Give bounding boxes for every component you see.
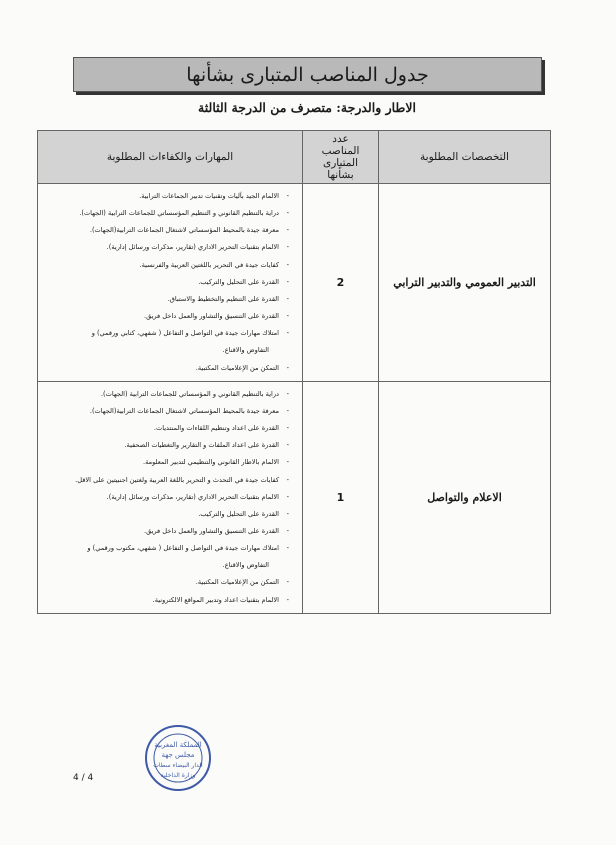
page-number: 4 / 4: [73, 773, 94, 783]
skill-item: - التمكن من الإعلاميات المكتبية.: [45, 574, 289, 591]
positions-table: [37, 130, 551, 614]
document-title-box: [73, 57, 542, 92]
table-row: [38, 381, 551, 613]
skill-item: - كفايات جيدة في التحرير باللغتين العربية والفرنسية.: [45, 257, 289, 274]
skill-item: - القدرة على التحليل والتركيب.: [45, 274, 289, 291]
skill-item: - الالمام بتقنيات اعداد وتدبير المواقع الالكترونية.: [45, 592, 289, 609]
skill-item: - القدرة على التحليل والتركيب.: [45, 506, 289, 523]
skill-item: - التمكن من الإعلاميات المكتبية.: [45, 360, 289, 377]
specialty-cell: التدبير العمومي والتدبير الترابي: [379, 184, 551, 382]
grade-subtitle: الاطار والدرجة: متصرف من الدرجة الثالثة: [198, 100, 416, 115]
skill-item: - الالمام بتقنيات التحرير الاداري (تقارير، مذكرات ورسائل إدارية).: [45, 489, 289, 506]
specialty-cell: الاعلام والتواصل: [379, 381, 551, 613]
skill-item: التفاوض والاقناع.: [222, 561, 269, 570]
header-count: عدد المناصب المتبارى بشأنها: [303, 131, 379, 184]
skill-item: - القدرة على اعداد وتنظيم اللقاءات والمنتديات.: [45, 420, 289, 437]
skill-item: - الالمام بتقنيات التحرير الاداري (تقارير، مذكرات ورسائل إدارية).: [45, 239, 289, 256]
skill-item: - الالمام الجيد بآليات وتقنيات تدبير الجماعات الترابية.: [45, 188, 289, 205]
skills-cell: [38, 381, 303, 613]
stamp-line-1: المملكة المغربية: [154, 741, 202, 749]
skill-item: - دراية بالتنظيم القانوني و المؤسساتي للجماعات الترابية (الجهات).: [45, 386, 289, 403]
header-specialty: التخصصات المطلوبة: [379, 131, 551, 184]
skills-list: [39, 185, 301, 380]
table-row: [38, 184, 551, 382]
skills-cell: [38, 184, 303, 382]
stamp-line-2: مجلس جهة: [161, 751, 195, 759]
skill-item: - معرفة جيدة بالمحيط المؤسساتي لاشتغال الجماعات الترابية(الجهات).: [45, 403, 289, 420]
skill-item: - امتلاك مهارات جيدة في التواصل و التفاعل ( شفهي، مكتوب ورقمي) و: [45, 540, 289, 557]
skill-item: - دراية بالتنظيم القانوني و التنظيم المؤسساتي للجماعات الترابية (الجهات).: [45, 205, 289, 222]
document-title: جدول المناصب المتبارى بشأنها: [186, 63, 429, 86]
skill-item: - امتلاك مهارات جيدة في التواصل و التفاعل ( شفهي، كتابي ورقمي) و: [45, 325, 289, 342]
count-cell: 2: [303, 184, 379, 382]
official-stamp: [143, 723, 213, 793]
skill-item: التفاوض والاقناع.: [222, 346, 269, 355]
skills-list: [39, 383, 301, 612]
skill-item: - كفايات جيدة في التحدث و التحرير باللغة العربية ولغتين اجنبيتين على الاقل.: [45, 472, 289, 489]
skill-item: - القدرة على التنسيق والتشاور والعمل داخل فريق.: [45, 523, 289, 540]
skill-item: - القدرة على التنظيم والتخطيط والاستباق.: [45, 291, 289, 308]
table-header-row: [38, 131, 551, 184]
skill-item: - معرفة جيدة بالمحيط المؤسساتي لاشتغال الجماعات الترابية(الجهات).: [45, 222, 289, 239]
header-skills: المهارات والكفاءات المطلوبة: [38, 131, 303, 184]
stamp-line-3: الدار البيضاء سطات: [153, 762, 203, 769]
skill-item: - القدرة على التنسيق والتشاور والعمل داخل فريق.: [45, 308, 289, 325]
stamp-line-4: وزارة الداخلية: [160, 772, 196, 779]
skill-item: - القدرة على اعداد الملفات و التقارير والتغطيات الصحفية.: [45, 437, 289, 454]
count-cell: 1: [303, 381, 379, 613]
skill-item: - الالمام بالاطار القانوني والتنظيمي لتدبير المعلومة.: [45, 454, 289, 471]
